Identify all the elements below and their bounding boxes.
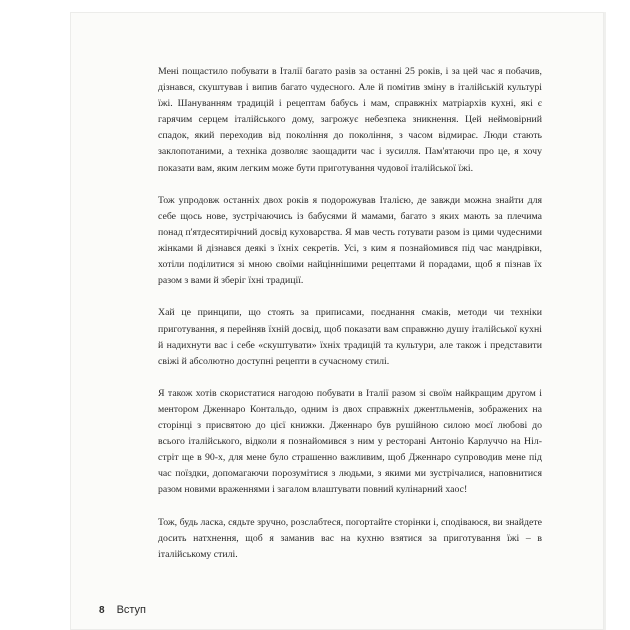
paragraph-3: Хай це принципи, що стоять за приписами, поєднання смаків, методи чи техніки приготування, я перейняв їхній досвід, щоб показати вам справжню душу італійської кухні й надихнути вас і себе «скуштувати» їхніх традицій та культури, але також і представити свіжі й абсолютно доступні рецепти в сучасному стилі. xyxy=(158,307,542,367)
page-edge xyxy=(604,12,606,630)
body-text xyxy=(158,64,542,579)
page-number: 8 xyxy=(99,605,105,616)
running-head: Вступ xyxy=(116,604,147,616)
paragraph-4: Я також хотів скористатися нагодою побувати в Італії разом зі своїм найкращим другом і ментором Дженнаро Контальдо, одним із двох справжніх джентльменів, зображених на сторінці з присвятою до цієї книжки. Дженнаро був рушійною силою моєї любові до всього італійського, відколи я познайомився з ним у ресторані Антоніо Карлуччо на Ніл-стріт ще в 90-х, для мене було страшенно важливим, щоб Дженнаро супроводив мене під час поїздки, допомагаючи порозумітися з людьми, з якими ми зустрічалися, наповнитися разом новими враженнями і загалом влаштувати повний кулінарний хаос! xyxy=(158,387,542,496)
paragraph-2: Тож упродовж останніх двох років я подорожував Італією, де завжди можна знайти для себе щось нове, зустрічаючись із бабусями й мамами, багато з яких мають за плечима понад п'ятдесятирічний досвід куховарства. Я мав честь готувати разом із цими чудесними жінками й дізнався деякі з їхніх секретів. Усі, з ким я познайомився під час мандрівки, хотіли поділитися зі мною своїми найціннішими рецептами й порадами, щоб я пізнав їх разом з вами й зберіг їхні традиції. xyxy=(158,194,542,287)
paragraph-1: Мені пощастило побувати в Італії багато разів за останні 25 років, і за цей час я побачив, дізнався, скуштував і випив багато чудесного. Але й помітив зміну в італійській культурі їжі. Шануванням традицій і рецептам бабусь і мам, справжніх матріархів кухні, які є гарячим серцем італійського дому, загрожує небезпека зникнення. Цей неймовірний спадок, який переходив від покоління до покоління, з часом відмирає. Люди стають заклопотаними, а техніка дозволяє заощадити час і зусилля. Пам'ятаючи про це, я хочу показати вам, яким легким може бути приготування чудової італійської їжі. xyxy=(158,66,542,174)
page-footer xyxy=(99,604,146,616)
paragraph-5: Тож, будь ласка, сядьте зручно, розслабтеся, погортайте сторінки і, сподіваюся, ви знайдете досить натхнення, щоб я заманив вас на кухню взятися за приготування їжі – в італійському стилі. xyxy=(158,516,542,560)
